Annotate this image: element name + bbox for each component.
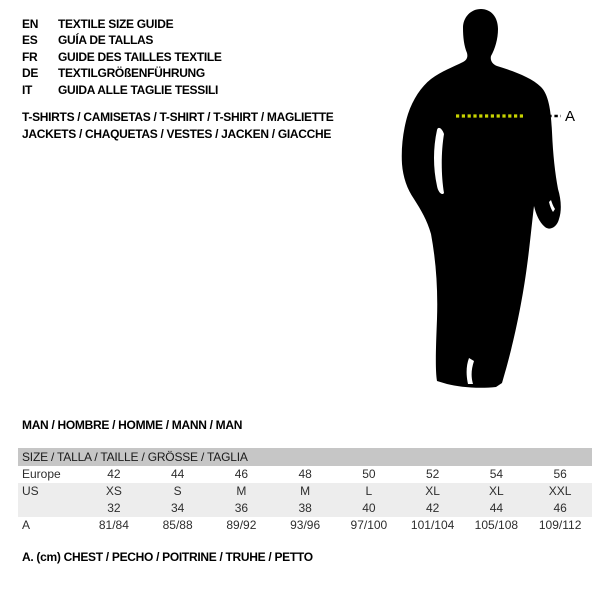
table-cell: M [236, 484, 247, 498]
table-cell: 42 [107, 467, 121, 481]
table-cell: 42 [425, 501, 440, 515]
table-cell: 109/112 [538, 518, 582, 532]
language-list [22, 16, 222, 98]
language-row [22, 49, 222, 65]
table-row-chest-cm [18, 517, 592, 534]
category-tshirts: T-SHIRTS / CAMISETAS / T-SHIRT / T-SHIRT / MAGLIETTE [22, 110, 334, 124]
language-code: DE [22, 66, 39, 81]
table-cell: 105/108 [474, 518, 519, 532]
table-cell: XXL [548, 484, 572, 498]
row-label: Europe [22, 467, 61, 481]
table-row-us-numeric [18, 500, 592, 517]
row-label: A [22, 518, 31, 532]
language-code: IT [22, 82, 33, 97]
category-jackets: JACKETS / CHAQUETAS / VESTES / JACKEN / GIACCHE [22, 126, 332, 141]
language-title: TEXTILGRÖßENFÜHRUNG [58, 66, 205, 81]
man-silhouette-body [402, 9, 561, 388]
language-title: TEXTILE SIZE GUIDE [58, 17, 174, 31]
table-cell: 40 [362, 501, 376, 515]
language-title: GUIDE DES TAILLES TEXTILE [58, 49, 222, 64]
table-cell: 34 [170, 501, 185, 515]
row-label [18, 500, 82, 517]
measure-label-a: A [565, 108, 576, 125]
table-cell: 44 [489, 501, 504, 515]
table-cell: 81/84 [98, 518, 129, 532]
table-cell: 50 [362, 467, 376, 481]
table-cell: 32 [107, 501, 121, 515]
table-cell: S [173, 484, 182, 498]
table-cell: 46 [553, 501, 567, 515]
measurement-footnote: A. (cm) CHEST / PECHO / POITRINE / TRUHE / PETTO [22, 550, 313, 564]
table-cell: 46 [234, 467, 249, 481]
man-silhouette-figure [395, 5, 585, 395]
size-table [18, 448, 592, 534]
table-cell: 36 [234, 501, 249, 515]
language-code: ES [22, 33, 38, 48]
language-row [22, 65, 222, 81]
size-table-header: SIZE / TALLA / TAILLE / GRÖSSE / TAGLIA [18, 448, 592, 466]
language-row [22, 16, 222, 32]
table-cell: 44 [170, 467, 185, 481]
table-row-europe [18, 466, 592, 483]
table-cell: 89/92 [226, 518, 257, 532]
table-cell: 56 [553, 467, 567, 481]
table-cell: 48 [298, 467, 312, 481]
table-cell: XL [489, 484, 504, 498]
table-cell: 97/100 [350, 518, 388, 532]
section-title-man: MAN / HOMBRE / HOMME / MANN / MAN [22, 418, 243, 432]
table-cell: XL [425, 484, 440, 498]
table-cell: 93/96 [290, 518, 321, 532]
table-cell: 54 [489, 467, 504, 481]
language-title: GUIDA ALLE TAGLIE TESSILI [58, 82, 219, 97]
garment-categories [22, 109, 334, 142]
table-cell: 38 [298, 501, 312, 515]
language-title: GUÍA DE TALLAS [58, 33, 154, 48]
table-cell: L [365, 484, 373, 498]
table-cell: M [300, 484, 311, 498]
table-cell: 85/88 [162, 518, 193, 532]
table-cell: 52 [425, 467, 440, 481]
language-row [22, 82, 222, 98]
row-label: US [22, 484, 39, 498]
table-cell: 101/104 [410, 518, 455, 532]
table-cell: XS [105, 484, 122, 498]
language-row [22, 32, 222, 48]
language-code: EN [22, 17, 39, 31]
table-row-us [18, 483, 592, 500]
language-code: FR [22, 49, 38, 64]
